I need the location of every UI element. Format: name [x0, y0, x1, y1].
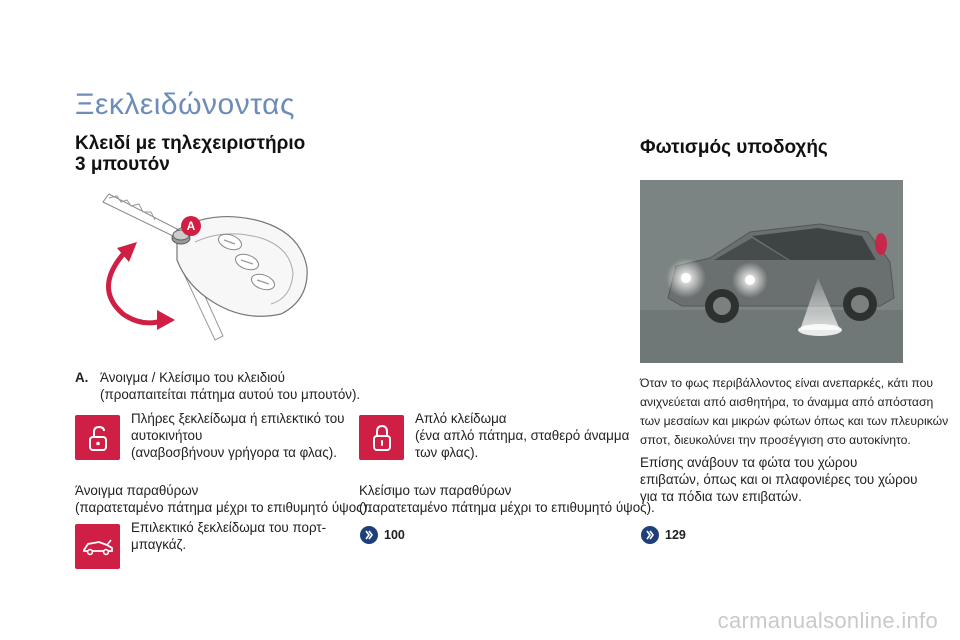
lock-icon — [359, 415, 404, 460]
section-heading-lighting: Φωτισμός υποδοχής — [640, 137, 828, 158]
text-line: Πλήρες ξεκλείδωμα ή επιλεκτικό του — [131, 411, 345, 426]
item-a-description — [100, 369, 360, 403]
text-line: Άνοιγμα / Κλείσιμο του κλειδιού — [100, 370, 285, 385]
heading-line: Κλειδί με τηλεχειριστήριο — [75, 133, 306, 154]
lighting-extra-description — [640, 454, 917, 505]
text-line: Όταν το φως περιβάλλοντος είναι ανεπαρκές, κάτι που — [640, 376, 934, 390]
text-line: μπαγκάζ. — [131, 537, 187, 552]
text-line: Επιλεκτικό ξεκλείδωμα του πορτ- — [131, 520, 327, 535]
lock-description — [415, 410, 629, 461]
page-ref-number: 129 — [665, 528, 686, 542]
page-reference-129[interactable] — [641, 526, 686, 544]
text-line: αυτοκινήτου — [131, 428, 203, 443]
page-ref-number: 100 — [384, 528, 405, 542]
windows-close-description — [359, 482, 655, 516]
text-line: Επίσης ανάβουν τα φώτα του χώρου — [640, 455, 858, 470]
text-line: επιβατών, όπως και οι πλαφονιέρες του χώρου — [640, 472, 918, 487]
windows-open-description — [75, 482, 371, 516]
page-title: Ξεκλειδώνοντας — [75, 88, 295, 121]
text-line: (παρατεταμένο πάτημα μέχρι το επιθυμητό ύψος). — [359, 500, 655, 515]
text-line: (παρατεταμένο πάτημα μέχρι το επιθυμητό ύψος). — [75, 500, 371, 515]
heading-line: 3 μπουτόν — [75, 154, 170, 175]
lighting-description — [640, 374, 948, 450]
text-line: (αναβοσβήνουν γρήγορα τα φλας). — [131, 445, 337, 460]
text-line: Απλό κλείδωμα — [415, 411, 507, 426]
text-line: (προαπαιτείται πάτημα αυτού του μπουτόν). — [100, 387, 361, 402]
unlock-description — [131, 410, 345, 461]
car-photo — [640, 180, 903, 363]
text-line: ανιχνεύεται από αισθητήρα, το άναμμα από απόσταση — [640, 395, 934, 409]
text-line: Κλείσιμο των παραθύρων — [359, 483, 512, 498]
text-line: των μεσαίων και μικρών φώτων όπως και των πλευρικών — [640, 414, 949, 428]
unlock-icon — [75, 415, 120, 460]
watermark: carmanualsonline.info — [717, 608, 938, 633]
car-trunk-icon — [75, 524, 120, 569]
text-line: σποτ, διευκολύνει την προσέγγιση στο αυτοκίνητο. — [640, 433, 911, 447]
button-a-marker: A — [181, 216, 201, 236]
text-line: των φλας). — [415, 445, 479, 460]
key-illustration — [95, 190, 335, 350]
section-heading-key — [75, 133, 305, 175]
page-ref-arrow-icon — [360, 526, 378, 544]
text-line: για τα πόδια των επιβατών. — [640, 489, 802, 504]
trunk-description — [131, 519, 326, 553]
page-reference-100[interactable] — [360, 526, 405, 544]
item-a-letter: A. — [75, 370, 89, 385]
page-ref-arrow-icon — [641, 526, 659, 544]
text-line: (ένα απλό πάτημα, σταθερό άναμμα — [415, 428, 630, 443]
text-line: Άνοιγμα παραθύρων — [75, 483, 199, 498]
